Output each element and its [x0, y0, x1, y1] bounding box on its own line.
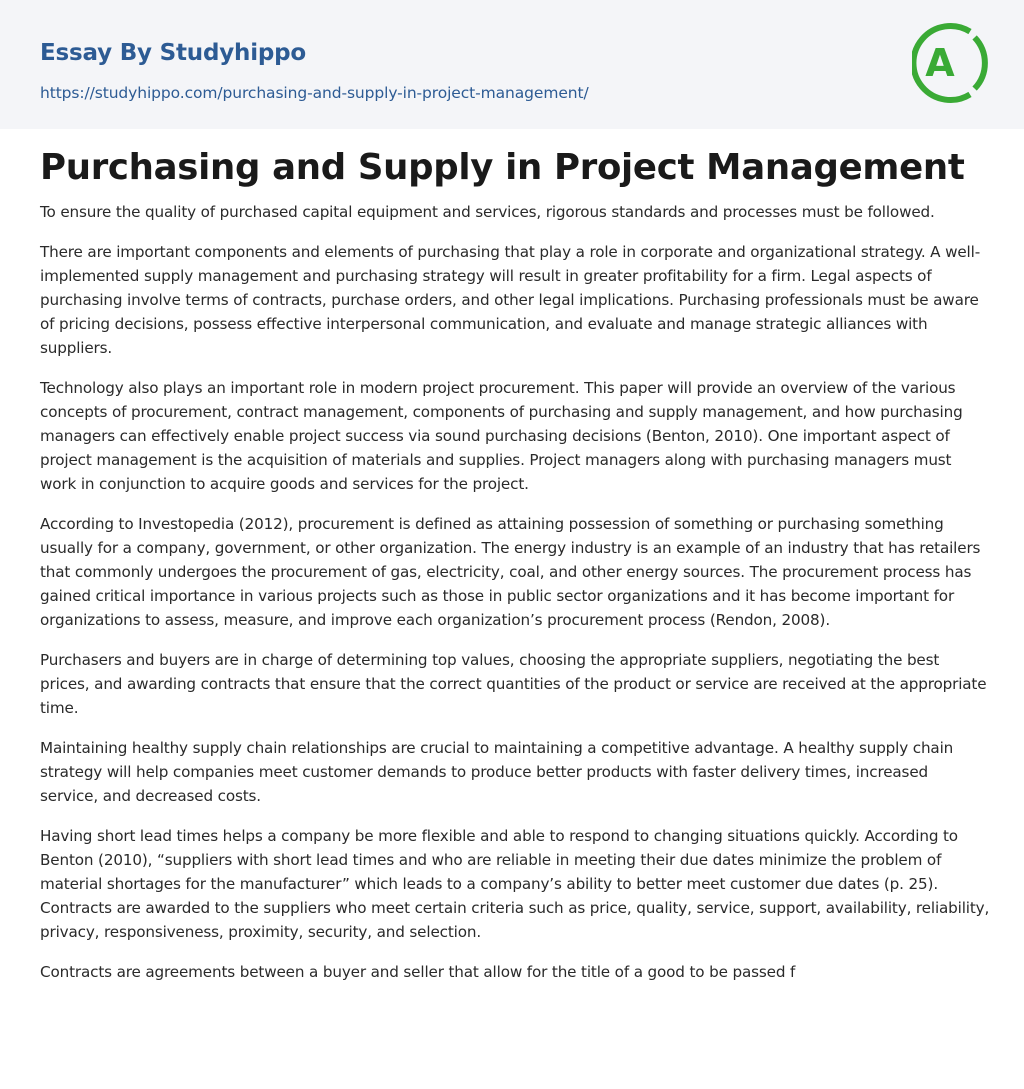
paragraph: To ensure the quality of purchased capital equipment and services, rigorous standards and processes must be followed.	[40, 203, 935, 221]
paragraph: Technology also plays an important role in modern project procurement. This paper will provide an overview of the various concepts of procurement, contract management, components of purchasing and supply management, and how purchasing managers can effectively enable project success via sound purchasing decisions (Benton, 2010). One important aspect of project management is the acquisition of materials and supplies. Project managers along with purchasing managers must work in conjunction to acquire goods and services for the project.	[40, 379, 963, 493]
paragraph: Contracts are agreements between a buyer and seller that allow for the title of a good to be passed f	[40, 963, 796, 981]
paragraph: Having short lead times helps a company be more flexible and able to respond to changing situations quickly. According to Benton (2010), “suppliers with short lead times and who are reliable in meeting their due dates minimize the problem of material shortages for the manufacturer” which leads to a company’s ability to better meet customer due dates (p. 25). Contracts are awarded to the suppliers who meet certain criteria such as price, quality, service, support, availability, reliability, privacy, responsiveness, proximity, security, and selection.	[40, 827, 990, 941]
site-brand[interactable]: Essay By Studyhippo	[40, 40, 307, 66]
paragraph: There are important components and elements of purchasing that play a role in corporate and organizational strategy. A well-implemented supply management and purchasing strategy will result in greater profitability for a firm. Legal aspects of purchasing involve terms of contracts, purchase orders, and other legal implications. Purchasing professionals must be aware of pricing decisions, possess effective interpersonal communication, and evaluate and manage strategic alliances with suppliers.	[40, 243, 981, 357]
paragraph: Maintaining healthy supply chain relationships are crucial to maintaining a competitive advantage. A healthy supply chain strategy will help companies meet customer demands to produce better products with faster delivery times, increased service, and decreased costs.	[40, 739, 954, 805]
article-title: Purchasing and Supply in Project Management	[40, 147, 965, 188]
source-url-link[interactable]: https://studyhippo.com/purchasing-and-supply-in-project-management/	[40, 84, 589, 102]
paragraph: According to Investopedia (2012), procurement is defined as attaining possession of something or purchasing something usually for a company, government, or other organization. The energy industry is an example of an industry that has retailers that commonly undergoes the procurement of gas, electricity, coal, and other energy sources. The procurement process has gained critical importance in various projects such as those in public sector organizations and it has become important for organizations to assess, measure, and improve each organization’s procurement process (Rendon, 2008).	[40, 515, 981, 629]
paragraph: Purchasers and buyers are in charge of determining top values, choosing the appropriate suppliers, negotiating the best prices, and awarding contracts that ensure that the correct quantities of the product or service are received at the appropriate time.	[40, 651, 987, 717]
logo-letter: A	[925, 41, 955, 85]
article-body	[40, 200, 990, 1000]
